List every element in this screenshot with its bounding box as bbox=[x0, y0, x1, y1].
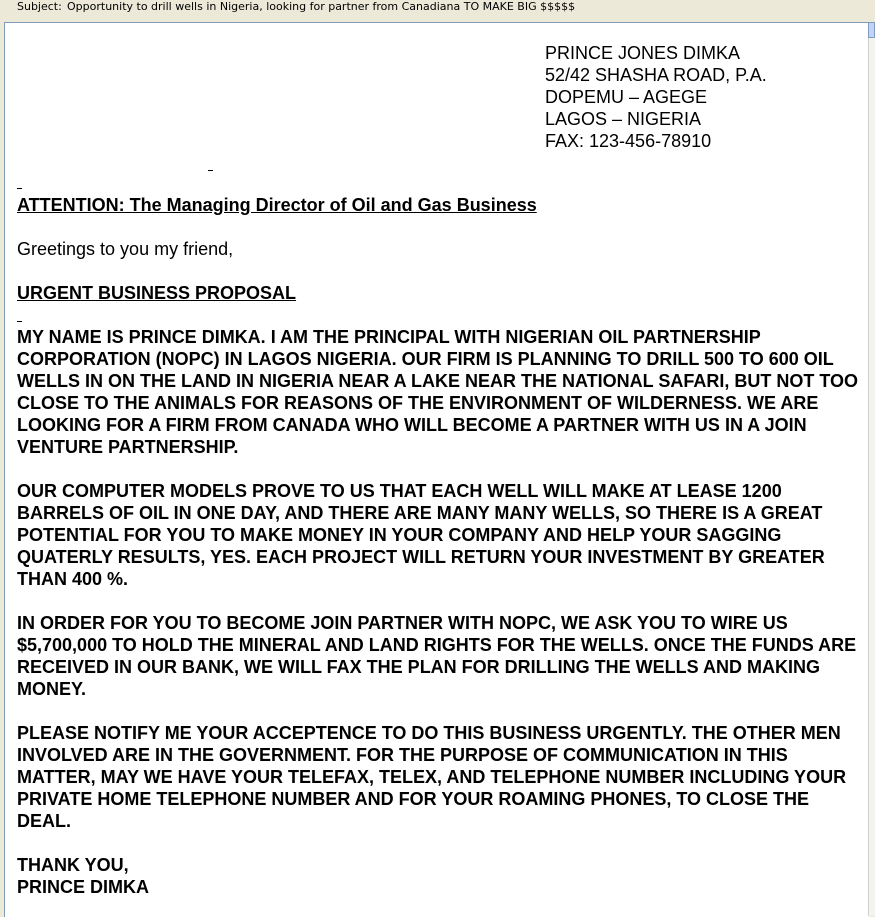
address-line: PRINCE JONES DIMKA bbox=[545, 43, 741, 63]
stray-mark bbox=[17, 321, 22, 322]
body-paragraph: PLEASE NOTIFY ME YOUR ACCEPTENCE TO DO THIS BUSINESS URGENTLY. THE OTHER MEN INVOLVED ARE IN THE GOVERNMENT. FOR THE PURPOSE OF COMMUNICATION IN THIS MATTER, MAY WE HAVE YOUR TELEFAX, TELEX, AND TELEPHONE NUMBER INCLUDING YOUR PRIVATE HOME TELEPHONE NUMBER AND FOR YOUR ROAMING PHONES, TO CLOSE THE DEAL. bbox=[17, 723, 847, 831]
closing-line: THANK YOU, bbox=[17, 855, 129, 875]
address-line: 52/42 SHASHA ROAD, P.A. bbox=[545, 65, 767, 85]
address-line: FAX: 123-456-78910 bbox=[545, 131, 712, 151]
subject-label: Subject: bbox=[17, 0, 62, 13]
subject-value: Opportunity to drill wells in Nigeria, looking for partner from Canadiana TO MAKE BIG $$$$$ bbox=[67, 0, 576, 13]
scroll-up-button[interactable] bbox=[868, 22, 875, 38]
attention-line: ATTENTION: The Managing Director of Oil and Gas Business bbox=[17, 195, 537, 215]
proposal-heading: URGENT BUSINESS PROPOSAL bbox=[17, 283, 297, 303]
signature-line: PRINCE DIMKA bbox=[17, 877, 150, 897]
address-line: DOPEMU – AGEGE bbox=[545, 87, 708, 107]
stray-mark bbox=[208, 170, 213, 171]
message-body-pane[interactable] bbox=[4, 22, 869, 917]
body-paragraph: MY NAME IS PRINCE DIMKA. I AM THE PRINCIPAL WITH NIGERIAN OIL PARTNERSHIP CORPORATION (NOPC) IN LAGOS NIGERIA. OUR FIRM IS PLANNING TO DRILL 500 TO 600 OIL WELLS IN ON THE LAND IN NIGERIA NEAR A LAKE NEAR THE NATIONAL SAFARI, BUT NOT TOO CLOSE TO THE ANIMALS FOR REASONS OF THE ENVIRONMENT OF WILDERNESS. WE ARE LOOKING FOR A FIRM FROM CANADA WHO WILL BECOME A PARTNER WITH US IN A JOIN VENTURE PARTNERSHIP. bbox=[17, 327, 858, 457]
body-paragraph: IN ORDER FOR YOU TO BECOME JOIN PARTNER WITH NOPC, WE ASK YOU TO WIRE US $5,700,000 TO HOLD THE MINERAL AND LAND RIGHTS FOR THE WELLS. ONCE THE FUNDS ARE RECEIVED IN OUR BANK, WE WILL FAX THE PLAN FOR DRILLING THE WELLS AND MAKING MONEY. bbox=[17, 613, 857, 699]
greeting-line: Greetings to you my friend, bbox=[17, 239, 234, 259]
stray-mark bbox=[17, 188, 22, 189]
address-line: LAGOS – NIGERIA bbox=[545, 109, 702, 129]
message-header bbox=[0, 0, 875, 22]
sender-address-block bbox=[545, 42, 767, 152]
body-paragraph: OUR COMPUTER MODELS PROVE TO US THAT EACH WELL WILL MAKE AT LEASE 1200 BARRELS OF OIL IN ONE DAY, AND THERE ARE MANY MANY WELLS, SO THERE IS A GREAT POTENTIAL FOR YOU TO MAKE MONEY IN YOUR COMPANY AND HELP YOUR SAGGING QUATERLY RESULTS, YES. EACH PROJECT WILL RETURN YOUR INVESTMENT BY GREATER THAN 400 %. bbox=[17, 481, 825, 589]
vertical-scrollbar[interactable] bbox=[868, 22, 875, 916]
